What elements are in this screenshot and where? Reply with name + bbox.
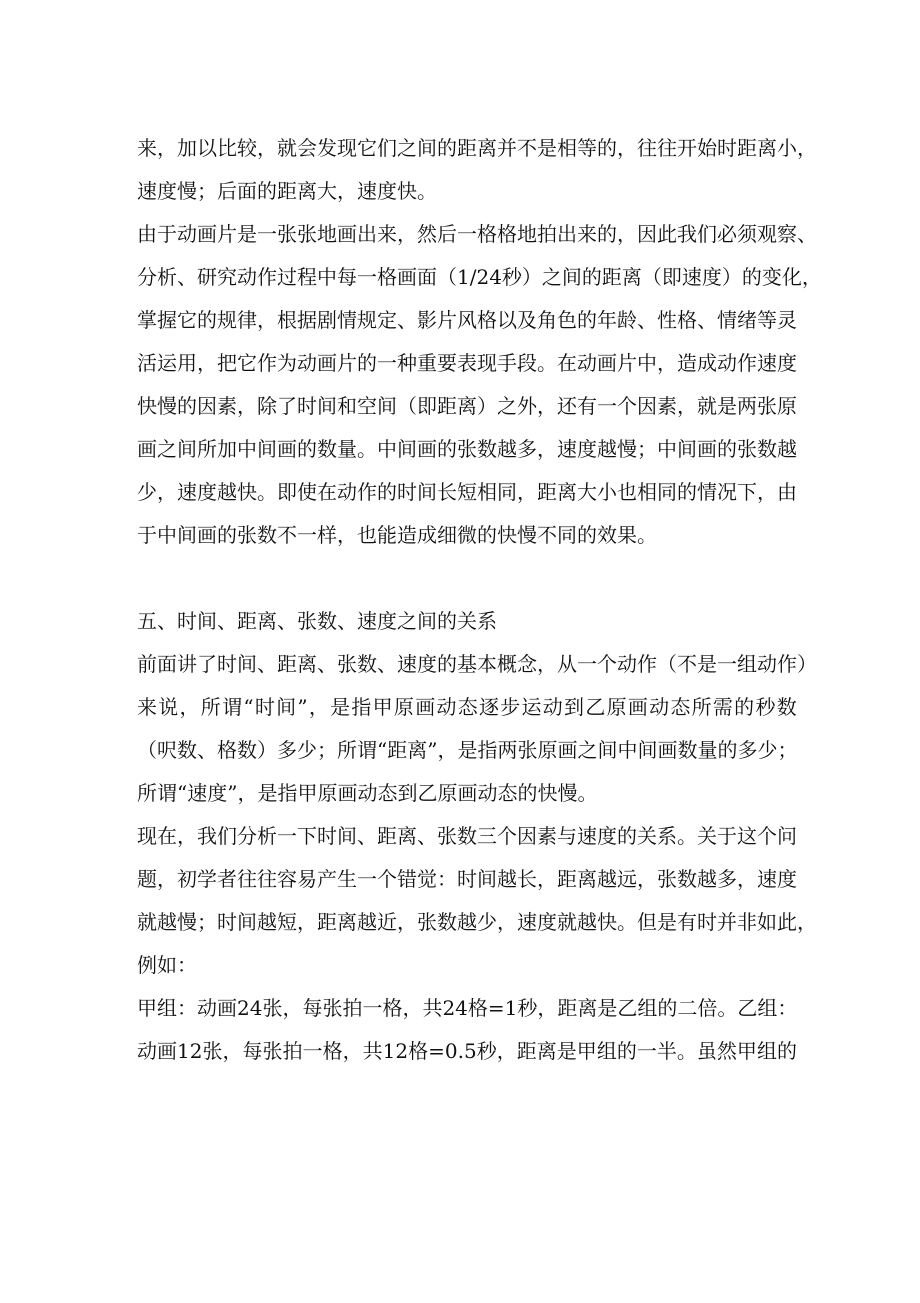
- text-line: 来 ， 加 以 比 较 ， 就 会 发 现 它 们 之 间 的 距 离 并 不 是 相 等 的 ， 往 往 开 始 时 距 离 小 ，: [137, 136, 817, 160]
- section-heading: 五、时间、距离、张数、速度之间的关系: [137, 609, 497, 633]
- text-line: 掌 握 它 的 规 律 ， 根 据 剧 情 规 定 、 影 片 风 格 以 及 角 色 的 年 龄 、 性 格 、 情 绪 等 灵: [137, 308, 797, 332]
- text-line: 现 在 ， 我 们 分 析 一 下 时 间 、 距 离 、 张 数 三 个 因 素 与 速 度 的 关 系 。 关 于 这 个 问: [137, 824, 797, 848]
- text-line: 所谓“速度”，是指甲原画动态到乙原画动态的快慢。: [137, 781, 598, 805]
- text-line: 例如：: [137, 953, 197, 977]
- paragraph-gap: [137, 557, 797, 600]
- text-line: 由 于 动 画 片 是 一 张 张 地 画 出 来 ， 然 后 一 格 格 地 拍 出 来 的 ， 因 此 我 们 必 须 观 察 、: [137, 222, 817, 246]
- text-line: 活 运 用 ， 把 它 作 为 动 画 片 的 一 种 重 要 表 现 手 段 。 在 动 画 片 中 ， 造 成 动 作 速 度: [137, 351, 797, 375]
- body-text: [137, 127, 822, 1073]
- text-line: 甲 组 ： 动 画 24 张 ， 每 张 拍 一 格 ， 共 24 格 =1 秒 ， 距 离 是 乙 组 的 二 倍 。 乙 组 ：: [137, 996, 798, 1020]
- text-line: 来 说 ， 所 谓 “ 时 间 ” ， 是 指 甲 原 画 动 态 逐 步 运 动 到 乙 原 画 动 态 所 需 的 秒 数: [137, 695, 797, 719]
- text-line: 画 之 间 所 加 中 间 画 的 数 量 。 中 间 画 的 张 数 越 多 ， 速 度 越 慢 ； 中 间 画 的 张 数 越: [137, 437, 797, 461]
- text-line: 快 慢 的 因 素 ， 除 了 时 间 和 空 间 （ 即 距 离 ） 之 外 ， 还 有 一 个 因 素 ， 就 是 两 张 原: [137, 394, 797, 418]
- text-line: 于中间画的张数不一样，也能造成细微的快慢不同的效果。: [137, 523, 657, 547]
- text-line: （ 呎 数 、 格 数 ） 多 少 ； 所 谓 “ 距 离 ” ， 是 指 两 张 原 画 之 间 中 间 画 数 量 的 多 少 ；: [137, 738, 798, 762]
- text-line: 动 画 12 张 ， 每 张 拍 一 格 ， 共 12 格 =0.5 秒 ， 距 离 是 甲 组 的 一 半 。 虽 然 甲 组 的: [137, 1039, 797, 1063]
- text-line: 题 ， 初 学 者 往 往 容 易 产 生 一 个 错 觉 ： 时 间 越 长 ， 距 离 越 远 ， 张 数 越 多 ， 速 度: [137, 867, 797, 891]
- text-line: 分 析 、 研 究 动 作 过 程 中 每 一 格 画 面 （ 1/24 秒 ） 之 间 的 距 离 （ 即 速 度 ） 的 变 化 ，: [137, 265, 822, 289]
- text-line: 少 ， 速 度 越 快 。 即 使 在 动 作 的 时 间 长 短 相 同 ， 距 离 大 小 也 相 同 的 情 况 下 ， 由: [137, 480, 797, 504]
- text-line: 速度慢；后面的距离大，速度快。: [137, 179, 437, 203]
- text-line: 前 面 讲 了 时 间 、 距 离 、 张 数 、 速 度 的 基 本 概 念 ， 从 一 个 动 作 （ 不 是 一 组 动 作 ）: [137, 652, 817, 676]
- text-line: 就 越 慢 ； 时 间 越 短 ， 距 离 越 近 ， 张 数 越 少 ， 速 度 就 越 快 。 但 是 有 时 并 非 如 此 ，: [137, 910, 817, 934]
